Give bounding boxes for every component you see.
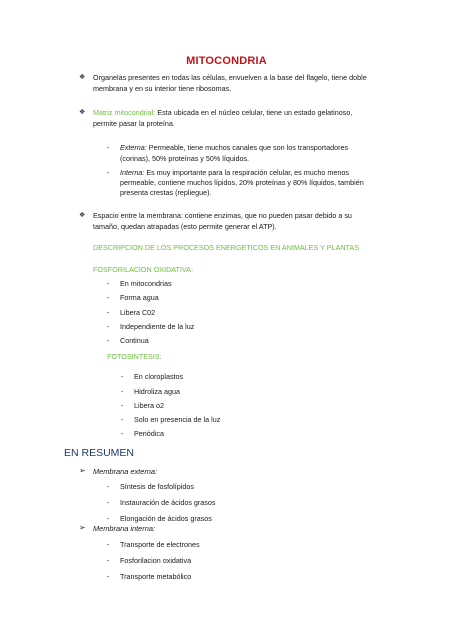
list-item: Instauración de ácidos grasos	[120, 498, 216, 507]
dash-bullet: -	[121, 401, 124, 410]
diamond-bullet-icon: ❖	[79, 109, 86, 116]
diamond-bullet-icon: ❖	[79, 74, 86, 81]
dash-bullet: -	[107, 540, 110, 549]
list-item: Continua	[120, 336, 149, 345]
paragraph-3-line-1: Espacio entre la membrana: contiene enzimas, que no pueden pasar debido a su	[93, 211, 352, 220]
list-item: En mitocondrias	[120, 279, 172, 288]
dash-bullet: -	[107, 482, 110, 491]
list-item: Hidroliza agua	[134, 387, 180, 396]
paragraph-1-line-1: Organelas presentes en todas las células, envuelven a la base del flagelo, tiene doble	[93, 73, 367, 82]
dash-bullet: -	[107, 572, 110, 581]
diamond-bullet-icon: ❖	[79, 212, 86, 219]
dash-bullet: -	[121, 372, 124, 381]
externa-text: Permeable, tiene muchos canales que son los transportadores	[146, 143, 349, 152]
interna-line-3: presenta crestas (repliegue).	[120, 188, 212, 197]
dash-bullet: -	[107, 279, 110, 288]
list-item: Independiente de la luz	[120, 322, 195, 331]
matriz-label: Matriz mitocondrial:	[93, 108, 156, 117]
list-item: Síntesis de fosfolípidos	[120, 482, 194, 491]
dash-bullet: -	[107, 514, 110, 523]
arrow-bullet-icon: ➢	[79, 466, 86, 475]
list-item: Solo en presencia de la luz	[134, 415, 221, 424]
dash-bullet: -	[107, 322, 110, 331]
list-item: Transporte metabólico	[120, 572, 192, 581]
externa-line-1	[120, 143, 348, 153]
dash-bullet: -	[121, 387, 124, 396]
list-item: Libera C02	[120, 308, 156, 317]
dash-bullet: -	[121, 429, 124, 438]
list-item: Transporte de electrones	[120, 540, 200, 549]
list-item: Fosforilacion oxidativa	[120, 556, 192, 565]
externa-line-2: (corinas), 50% proteínas y 50% líquidos.	[120, 154, 250, 163]
arrow-bullet-icon: ➢	[79, 523, 86, 532]
interna-text: Es muy importante para la respiración celular, es mucho menos	[144, 168, 349, 177]
dash-bullet: -	[107, 336, 110, 345]
list-item: Libera o2	[134, 401, 164, 410]
interna-line-1	[120, 168, 349, 178]
list-item: Periódica	[134, 429, 164, 438]
dash-bullet: -	[107, 168, 110, 177]
dash-bullet: -	[107, 293, 110, 302]
externa-label: Externa:	[120, 143, 147, 152]
list-item: Elongación de ácidos grasos	[120, 514, 212, 523]
resumen-heading: EN RESUMEN	[64, 447, 135, 459]
dash-bullet: -	[107, 556, 110, 565]
interna-line-2: permeable, contiene muchos lípidos, 20% proteínas y 80% líquidos, también	[120, 178, 364, 187]
dash-bullet: -	[107, 308, 110, 317]
paragraph-2-line-2: permite pasar la proteína.	[93, 119, 175, 128]
paragraph-2-line-1	[93, 108, 352, 118]
membrana-interna-label: Membrana interna:	[93, 524, 156, 533]
dash-bullet: -	[121, 415, 124, 424]
list-item: Forma agua	[120, 293, 159, 302]
paragraph-1-line-2: membrana y en su interior tiene ribosomas.	[93, 84, 232, 93]
interna-label: Interna:	[120, 168, 145, 177]
fotosintesis-heading: FOTOSINTESIS:	[107, 352, 162, 361]
page-title: MITOCONDRIA	[186, 55, 267, 67]
section-heading: DESCRIPCION DE LOS PROCESOS ENERGETICOS EN ANIMALES Y PLANTAS	[93, 243, 360, 252]
dash-bullet: -	[107, 498, 110, 507]
membrana-externa-label: Membrana externa:	[93, 467, 158, 476]
list-item: En cloroplastos	[134, 372, 184, 381]
paragraph-3-line-2: tamaño, quedan atrapadas (esto permite generar el ATP).	[93, 222, 277, 231]
matriz-text: Esta ubicada en el núcleo celular, tiene un estado gelatinoso,	[155, 108, 353, 117]
fosforilacion-heading: FOSFORILACION OXIDATIVA:	[93, 265, 193, 274]
dash-bullet: -	[107, 143, 110, 152]
